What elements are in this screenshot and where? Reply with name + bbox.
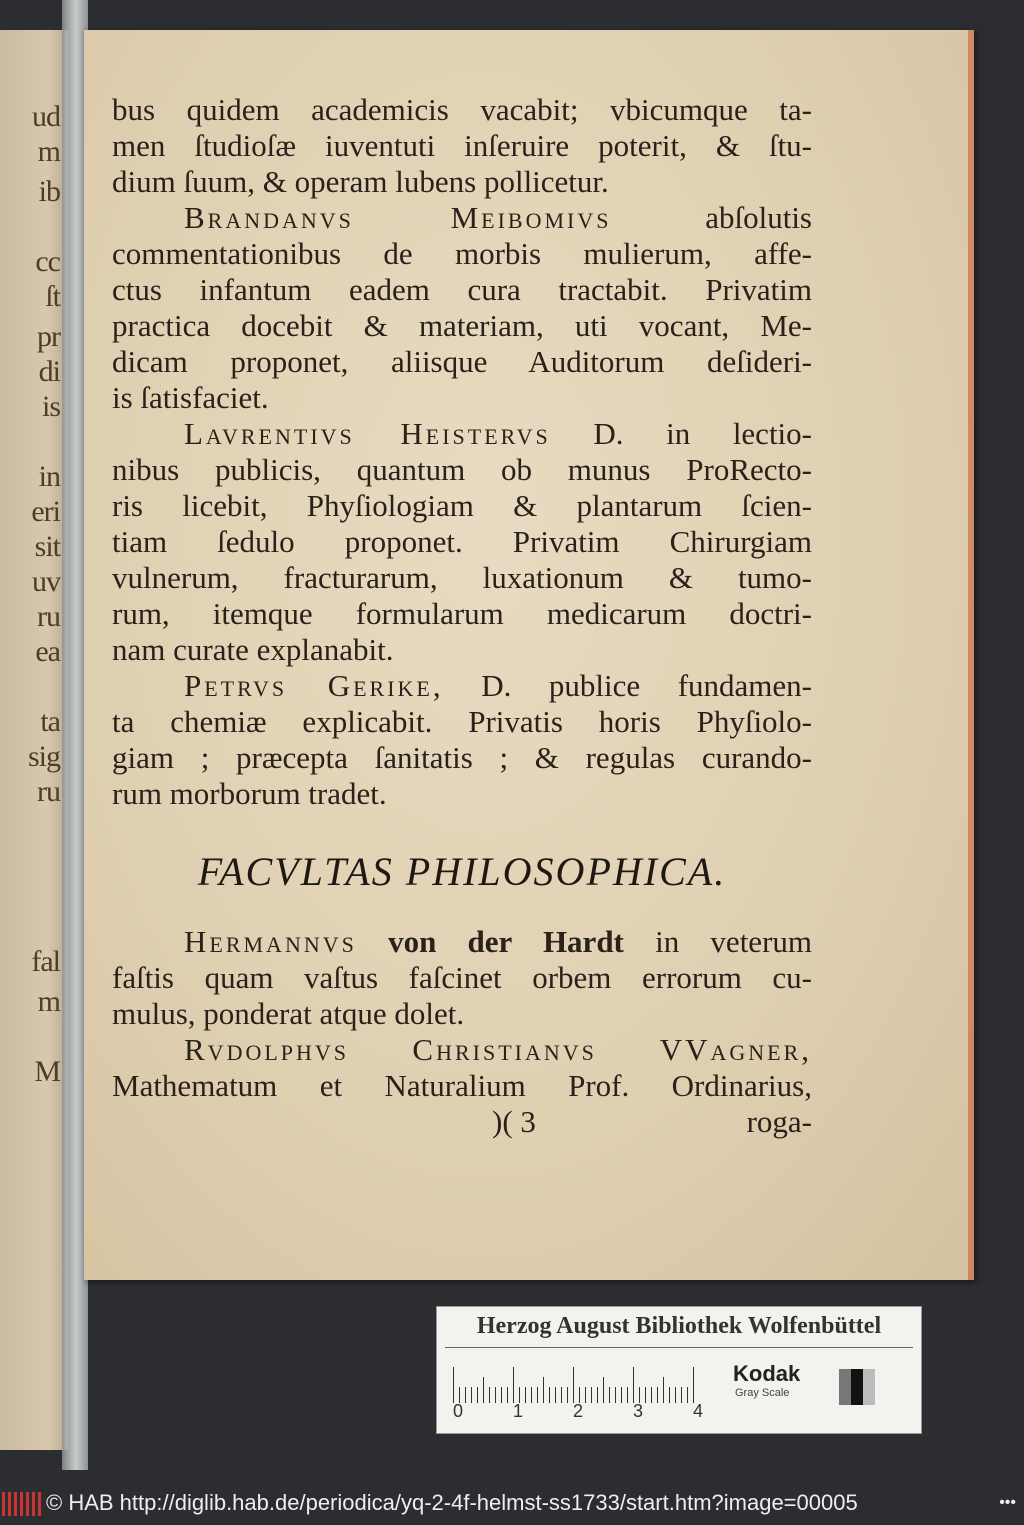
signature-mark: )( 3 xyxy=(492,1104,536,1139)
ruler-tick xyxy=(675,1387,676,1403)
catchword: roga- xyxy=(746,1104,812,1139)
ruler-tick xyxy=(555,1387,556,1403)
ruler-tick xyxy=(687,1387,688,1403)
copyright-url[interactable]: © HAB http://diglib.hab.de/periodica/yq-2-4f-helmst-ss1733/start.htm?image=00005 xyxy=(46,1490,858,1515)
scale-number: 1 xyxy=(513,1401,524,1421)
color-calibration-card xyxy=(436,1306,922,1434)
author-name: Brandanvs Meibomivs xyxy=(184,200,612,235)
text-line: Lavrentivs Heistervs D. in lectio- xyxy=(184,416,812,451)
ruler-tick xyxy=(483,1377,484,1403)
left-page-text-fragment: sig xyxy=(27,740,60,773)
ruler-tick xyxy=(453,1367,454,1403)
text-line: practica docebit & materiam, uti vocant, Me- xyxy=(112,308,812,343)
text-line: rum, itemque formularum medicarum doctri- xyxy=(112,596,812,631)
ruler-tick xyxy=(645,1387,646,1403)
author-name: Lavrentivs Heistervs xyxy=(184,416,551,451)
ruler-tick xyxy=(507,1387,508,1403)
left-page-text-fragment: uv xyxy=(32,565,60,598)
text-line: men ſtudioſæ iuventuti inſeruire poterit, & ſtu- xyxy=(112,128,812,163)
left-page-text-fragment: is xyxy=(41,390,60,423)
card-title: Herzog August Bibliothek Wolfenbüttel xyxy=(476,1313,882,1339)
gray-swatch xyxy=(851,1369,863,1405)
left-page-text-fragment: ſt xyxy=(45,280,60,313)
scale-number: 2 xyxy=(573,1401,584,1421)
left-page-text-fragment: ta xyxy=(40,705,60,738)
text-line: faſtis quam vaſtus faſcinet orbem errorum cu- xyxy=(112,960,812,995)
left-page-text-fragment: m xyxy=(37,985,60,1018)
gray-swatch xyxy=(839,1369,851,1405)
author-name: Petrvs Gerike, xyxy=(184,668,444,703)
author-name: Hermannvs xyxy=(184,924,357,959)
ruler-tick xyxy=(651,1387,652,1403)
text-line: mulus, ponderat atque dolet. xyxy=(112,996,465,1031)
text-line: dicam proponet, aliisque Auditorum deſideri- xyxy=(112,344,812,379)
blackletter-name: von der Hardt xyxy=(388,924,624,959)
ruler-scale xyxy=(453,1363,713,1403)
page-edge xyxy=(968,30,974,1280)
ruler-tick xyxy=(693,1367,694,1403)
page-text xyxy=(112,92,812,1144)
ruler-tick xyxy=(669,1387,670,1403)
ruler-tick xyxy=(543,1377,544,1403)
left-page-text-fragment: di xyxy=(38,355,60,388)
left-page-text-fragment: m xyxy=(37,135,60,168)
left-page-text-fragment: eri xyxy=(31,495,60,528)
ruler-tick xyxy=(621,1387,622,1403)
text-line: rum morborum tradet. xyxy=(112,776,387,811)
left-page-fragment xyxy=(0,30,68,1450)
ruler-tick xyxy=(627,1387,628,1403)
left-page-text-fragment: pr xyxy=(37,320,60,353)
ruler-tick xyxy=(495,1387,496,1403)
text-line: is ſatisfaciet. xyxy=(112,380,269,415)
ruler-tick xyxy=(573,1367,574,1403)
text-line: ta chemiæ explicabit. Privatis horis Phyſiolo- xyxy=(112,704,812,739)
ruler-tick xyxy=(477,1387,478,1403)
kodak-logo: Kodak xyxy=(733,1361,801,1386)
author-name: Rvdolphvs Christianvs VVagner, xyxy=(184,1032,812,1067)
ruler-tick xyxy=(567,1387,568,1403)
ruler-tick xyxy=(501,1387,502,1403)
scale-number: 0 xyxy=(453,1401,464,1421)
section-heading: FACVLTAS PHILOSOPHICA. xyxy=(197,849,727,894)
gray-scale-label: Gray Scale xyxy=(735,1387,790,1399)
ruler-tick xyxy=(531,1387,532,1403)
text-line: nibus publicis, quantum ob munus ProRecto- xyxy=(112,452,812,487)
left-page-text-fragment: ud xyxy=(32,100,60,133)
ruler-tick xyxy=(633,1367,634,1403)
text-line: Hermannvs von der Hardt in veterum xyxy=(184,924,813,959)
ruler-tick xyxy=(615,1387,616,1403)
ruler-tick xyxy=(585,1387,586,1403)
text-line xyxy=(112,1032,812,1068)
left-page-text-fragment: ib xyxy=(38,175,60,208)
ruler-tick xyxy=(525,1387,526,1403)
text-line: ris licebit, Phyſiologiam & plantarum ſcien- xyxy=(112,488,812,523)
footer-bar xyxy=(0,1480,1024,1525)
ruler-tick xyxy=(513,1367,514,1403)
text-line: bus quidem academicis vacabit; vbicumque ta- xyxy=(112,92,812,127)
ruler-tick xyxy=(489,1387,490,1403)
ruler-tick xyxy=(591,1387,592,1403)
ruler-tick xyxy=(471,1387,472,1403)
text-line: Brandanvs Meibomivs abſolutis xyxy=(184,200,812,235)
text-line: commentationibus de morbis mulierum, affe- xyxy=(112,236,812,271)
page-footer-line xyxy=(112,1104,812,1144)
text-line: Petrvs Gerike, D. publice fundamen- xyxy=(184,668,812,703)
gray-swatch xyxy=(863,1369,875,1405)
left-page-text-fragment: in xyxy=(38,460,60,493)
text-line: ctus infantum eadem cura tractabit. Privatim xyxy=(112,272,812,307)
text-line: nam curate explanabit. xyxy=(112,632,394,667)
text-line: giam ; præcepta ſanitatis ; & regulas curando- xyxy=(112,740,812,775)
left-page-text-fragment: ea xyxy=(35,635,60,668)
left-page-text-fragment: cc xyxy=(35,245,60,278)
more-icon[interactable]: ••• xyxy=(999,1494,1016,1511)
ruler-tick xyxy=(657,1387,658,1403)
ruler-tick xyxy=(597,1387,598,1403)
ruler-tick xyxy=(465,1387,466,1403)
ruler-tick xyxy=(663,1377,664,1403)
ruler-tick xyxy=(603,1377,604,1403)
ruler-tick xyxy=(537,1387,538,1403)
left-page-text-fragment: ru xyxy=(37,600,60,633)
text-line: dium ſuum, & operam lubens pollicetur. xyxy=(112,164,609,199)
scale-number: 3 xyxy=(633,1401,644,1421)
gray-swatch xyxy=(827,1369,839,1405)
ruler-tick xyxy=(549,1387,550,1403)
left-page-text-fragment: M xyxy=(34,1055,60,1088)
ruler-tick xyxy=(681,1387,682,1403)
left-page-text-fragment: ru xyxy=(37,775,60,808)
left-page-text-fragment: fal xyxy=(31,945,60,978)
text-line: tiam ſedulo proponet. Privatim Chirurgiam xyxy=(112,524,812,559)
card-divider xyxy=(445,1347,913,1348)
ruler-tick xyxy=(609,1387,610,1403)
text-line: Mathematum et Naturalium Prof. Ordinarius, xyxy=(112,1068,812,1103)
left-page-text-fragment: sit xyxy=(34,530,60,563)
gray-swatches xyxy=(827,1369,875,1405)
ruler-tick xyxy=(561,1387,562,1403)
barcode-icon xyxy=(2,1492,42,1516)
text-line: vulnerum, fracturarum, luxationum & tumo- xyxy=(112,560,812,595)
scale-number: 4 xyxy=(693,1401,704,1421)
